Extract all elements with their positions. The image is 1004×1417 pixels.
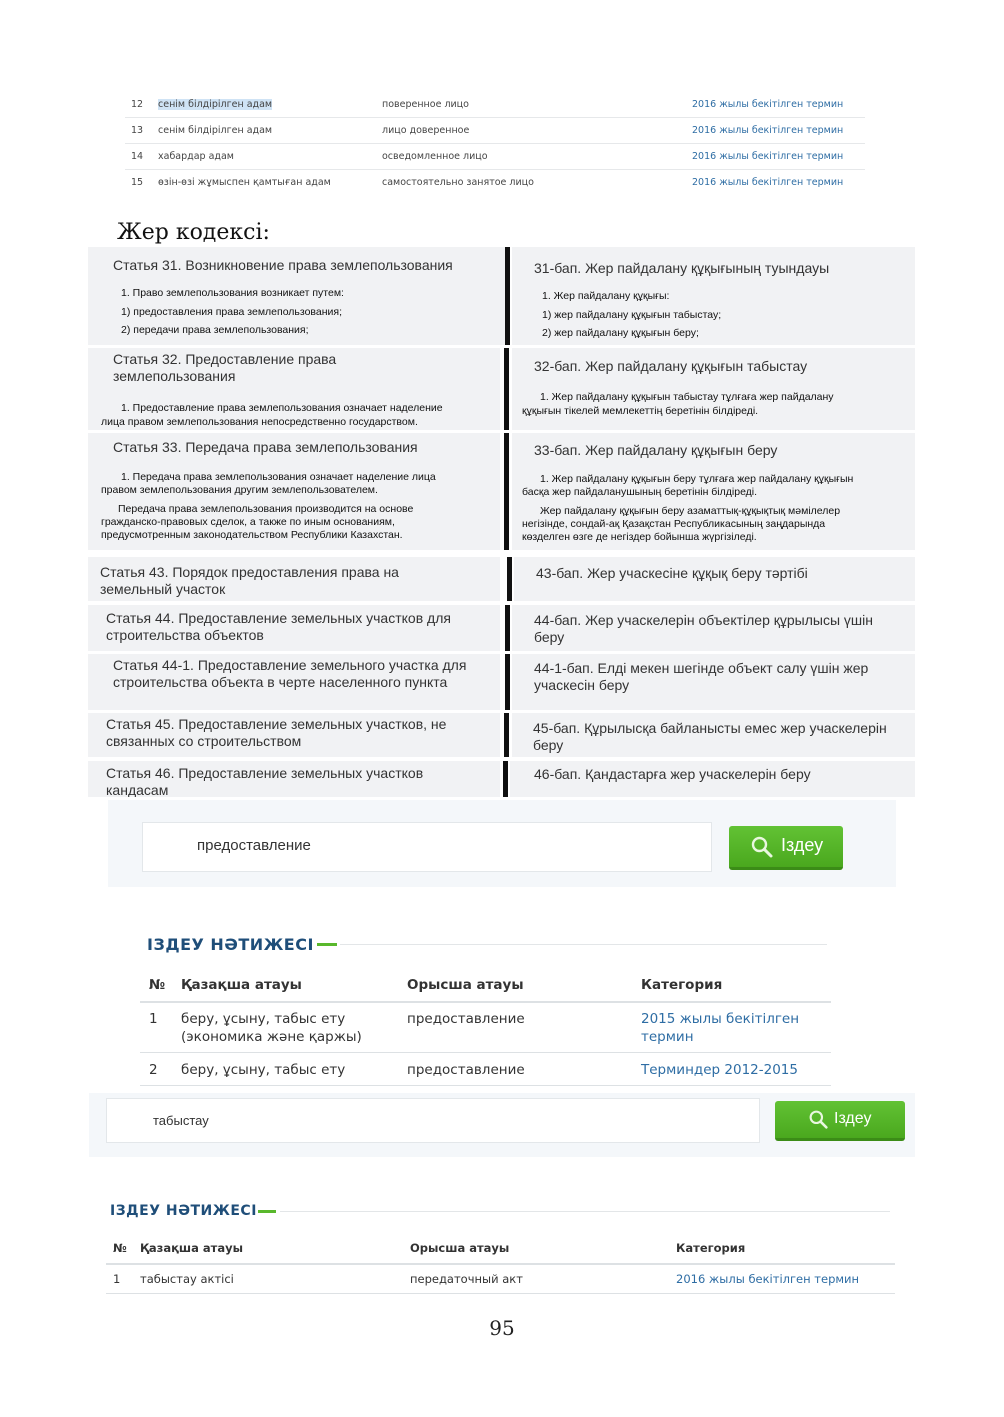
code-block-ru-31 [88, 247, 505, 345]
russian-term: передаточный акт [410, 1272, 523, 1286]
kazakh-term: беру, ұсыну, табыс ету [181, 1062, 346, 1078]
search-input[interactable] [142, 822, 712, 872]
row-rule [140, 1052, 831, 1053]
row-number: 1 [149, 1011, 158, 1027]
row-rule [140, 1085, 831, 1086]
code-block-kz-32 [512, 348, 915, 430]
title-accent [258, 1210, 276, 1213]
code-block-ru-33 [88, 433, 500, 550]
col-header-number: № [149, 977, 166, 993]
article-heading: Статья 32. Предоставление права землепользования [113, 351, 337, 384]
article-kz-43 [514, 557, 915, 601]
article-text: правом землепользования другим землепользователем. [101, 484, 378, 496]
article-heading: Статья 44-1. Предоставление земельного участка для строительства объекта в черте населенного пункта [113, 657, 467, 690]
russian-term: лицо доверенное [382, 125, 470, 136]
title-accent [317, 943, 337, 946]
code-block-kz-31 [512, 247, 915, 345]
column-divider [507, 557, 512, 601]
column-divider [504, 348, 509, 430]
col-header-russian: Орысша атауы [410, 1241, 510, 1255]
title-rule [280, 1211, 890, 1212]
category-link[interactable]: Терминдер 2012-2015 [641, 1062, 798, 1078]
article-ru-45 [88, 713, 500, 757]
code-block-kz-33 [512, 433, 915, 550]
article-kz-46 [510, 761, 915, 797]
search-button[interactable] [775, 1101, 905, 1141]
article-heading: Статья 46. Предоставление земельных участков кандасам [106, 765, 424, 797]
kazakh-term: беру, ұсыну, табыс ету [181, 1011, 346, 1027]
row-rule [106, 1293, 895, 1294]
row-number: 13 [131, 125, 144, 136]
table-row [125, 118, 865, 144]
article-text: 1) жер пайдалану құқығын табыстау; [542, 309, 722, 321]
article-text: 1. Предоставление права землепользования означает наделение [121, 402, 443, 414]
article-text: 1. Передача права землепользования означает наделение лица [121, 471, 436, 483]
column-divider [503, 761, 508, 797]
kazakh-term-link[interactable]: хабардар адам [158, 151, 234, 162]
russian-term: осведомленное лицо [382, 151, 488, 162]
article-ru-46 [88, 761, 500, 797]
search-button-label: Іздеу [834, 1110, 872, 1127]
row-number: 15 [131, 177, 144, 188]
search-query: табыстау [153, 1113, 209, 1128]
article-text: 1. Жер пайдалану құқығын беру тұлғаға жер пайдалану құқығын [540, 473, 854, 485]
page-number: 95 [489, 1316, 515, 1340]
col-header-category: Категория [641, 977, 723, 993]
search-button[interactable] [729, 826, 843, 870]
search-icon [808, 1109, 829, 1130]
category-link[interactable]: 2016 жылы бекітілген термин [676, 1272, 860, 1286]
results-title: ІЗДЕУ НӘТИЖЕСІ [147, 935, 314, 954]
article-heading: Статья 43. Порядок предоставления права на земельный участок [100, 564, 399, 597]
title-rule [340, 944, 827, 945]
column-divider [505, 605, 510, 651]
russian-term: предоставление [407, 1062, 525, 1078]
article-heading: 43-бап. Жер учаскесіне құқық беру тәртібі [536, 565, 808, 581]
article-text: 2) жер пайдалану құқығын беру; [542, 327, 699, 339]
article-heading: 46-бап. Қандастарға жер учаскелерін беру [534, 766, 811, 782]
header-rule [106, 1263, 895, 1265]
code-block-ru-32 [88, 348, 500, 430]
search-input[interactable] [106, 1098, 760, 1143]
col-header-kazakh: Қазақша атауы [181, 977, 302, 993]
results-title: ІЗДЕУ НӘТИЖЕСІ [110, 1203, 257, 1219]
article-text: 1. Право землепользования возникает путем: [121, 287, 344, 299]
article-text: негізінде, сондай-ақ Қазақстан Республикасының заңдарында [522, 518, 826, 530]
kazakh-term: (экономика және қаржы) [181, 1029, 362, 1045]
kazakh-term-link[interactable]: өзін-өзі жұмыспен қамтыған адам [158, 177, 331, 188]
search-button-label: Іздеу [781, 835, 824, 855]
column-divider [504, 713, 509, 757]
article-heading: 44-1-бап. Елді мекен шегінде объект салу үшін жер учаскесін беру [534, 660, 869, 693]
col-header-category: Категория [676, 1241, 746, 1255]
article-ru-43 [88, 557, 500, 601]
row-number: 12 [131, 99, 144, 110]
article-text: Жер пайдалану құқығын беру азаматтық-құқықтық мәмілелер [540, 505, 841, 517]
table-row [125, 92, 865, 118]
article-heading: 33-бап. Жер пайдалану құқығын беру [534, 442, 778, 458]
article-heading: Статья 45. Предоставление земельных участков, не связанных со строительством [106, 716, 447, 749]
article-heading: 44-бап. Жер учаскелерін объектілер құрылысы үшін беру [534, 612, 873, 645]
article-text: 1. Жер пайдалану құқығын табыстау тұлғаға жер пайдалану [540, 391, 834, 403]
article-text: лица правом землепользования непосредственно государством. [101, 416, 418, 428]
row-number: 1 [113, 1272, 121, 1286]
section-title: Жер кодексі: [117, 220, 270, 245]
category-link[interactable]: 2016 жылы бекітілген термин [692, 99, 844, 110]
article-kz-45 [512, 713, 915, 757]
article-heading: Статья 33. Передача права землепользования [113, 439, 418, 455]
column-divider [505, 654, 510, 710]
article-text: 2) передачи права землепользования; [121, 324, 309, 336]
category-link[interactable]: 2016 жылы бекітілген термин [692, 151, 844, 162]
header-rule [140, 1001, 831, 1003]
category-link[interactable]: 2015 жылы бекітілген [641, 1011, 800, 1027]
table-row [125, 170, 865, 195]
russian-term: самостоятельно занятое лицо [382, 177, 534, 188]
category-link[interactable]: 2016 жылы бекітілген термин [692, 125, 844, 136]
article-ru-44-1 [88, 654, 500, 710]
article-heading: Статья 31. Возникновение права землепользования [113, 257, 453, 273]
row-number: 14 [131, 151, 144, 162]
table-row [125, 144, 865, 170]
col-header-number: № [113, 1241, 127, 1255]
category-link[interactable]: 2016 жылы бекітілген термин [692, 177, 844, 188]
article-text: гражданско-правовых сделок, а также по иным основаниям, [101, 516, 395, 528]
article-text: көзделген өзге де негіздер бойынша жүргізіледі. [522, 531, 757, 543]
results-table [106, 1236, 895, 1296]
article-heading: 31-бап. Жер пайдалану құқығының туындауы [534, 260, 830, 276]
results-table [140, 972, 831, 1087]
search-icon [750, 835, 774, 859]
col-header-russian: Орысша атауы [407, 977, 524, 993]
article-text: предусмотренным законодательством Республики Казахстан. [101, 529, 403, 541]
russian-term: поверенное лицо [382, 99, 469, 110]
article-kz-44-1 [512, 654, 915, 710]
article-heading: 45-бап. Құрылысқа байланысты емес жер учаскелерін беру [533, 720, 887, 753]
col-header-kazakh: Қазақша атауы [140, 1241, 243, 1255]
search-query: предоставление [197, 837, 311, 854]
article-heading: 32-бап. Жер пайдалану құқығын табыстау [534, 358, 808, 374]
category-link[interactable]: термин [641, 1029, 694, 1045]
article-text: құқығын тікелей мемлекеттің беретінін білдіреді. [522, 405, 759, 417]
column-divider [505, 247, 510, 345]
kazakh-term-link[interactable]: сенім білдірілген адам [158, 125, 273, 136]
article-ru-44 [88, 605, 500, 651]
article-text: 1) предоставления права землепользования; [121, 306, 343, 318]
russian-term: предоставление [407, 1011, 525, 1027]
article-kz-44 [512, 605, 915, 651]
kazakh-term: табыстау актісі [140, 1272, 234, 1286]
kazakh-term-link[interactable]: сенім білдірілген адам [158, 99, 273, 110]
row-number: 2 [149, 1062, 158, 1078]
article-text: 1. Жер пайдалану құқығы: [542, 290, 670, 302]
article-heading: Статья 44. Предоставление земельных участков для строительства объектов [106, 610, 451, 643]
column-divider [504, 433, 509, 550]
article-text: Передача права землепользования производится на основе [118, 503, 414, 515]
article-text: басқа жер пайдаланушының беретінін білдіреді. [522, 486, 758, 498]
